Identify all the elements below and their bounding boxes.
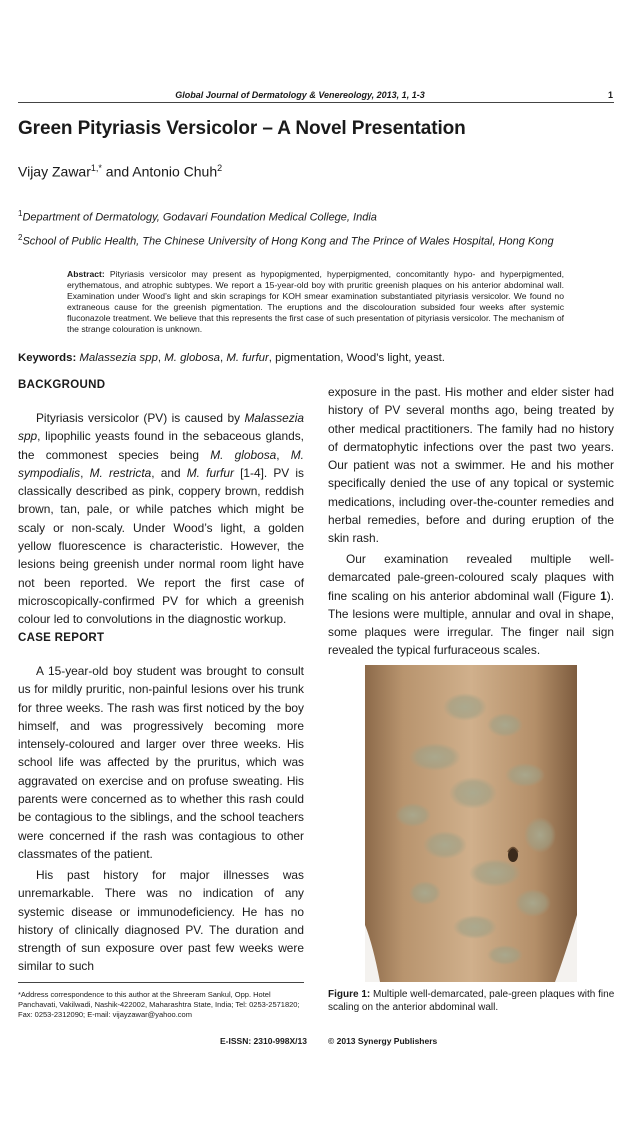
bg-species-1: Malassezia spp [18, 411, 304, 444]
keyword-3: M. furfur [226, 352, 269, 364]
keyword-2: M. globosa [164, 352, 220, 364]
header-rule [18, 102, 614, 103]
figure-1-photo [365, 665, 577, 982]
case-p1-text: A 15-year-old boy student was brought to consult us for mildly pruritic, non-painful lesions over his trunk for three weeks. The rash was first noticed by the boy himself, and was progressively becoming more intensely-coloured and larger over three weeks. His school life was affected by the pruritus, which was aggravated on exercise and on profuse sweating. His parents were concerned as to whether this rash could be contagious to the siblings, and the school teachers were concerned if the rash was contagious to other classmates of the patient. [18, 664, 304, 861]
issn: E-ISSN: 2310-998X/13 [220, 1036, 307, 1046]
figure-ref: 1 [600, 588, 607, 603]
author-2-sup: 2 [217, 163, 223, 173]
bg-species-2: M. globosa [210, 447, 277, 462]
case-report-heading: CASE REPORT [18, 632, 105, 644]
author-1: Vijay Zawar [18, 163, 91, 180]
keywords: Keywords: Malassezia spp, M. globosa, M. furfur, pigmentation, Wood’s light, yeast. [18, 352, 445, 364]
case-paragraph-1 [18, 662, 304, 863]
bg-text-4: , [80, 465, 90, 480]
affiliation-2-sup: 2 [18, 233, 23, 242]
figure-caption-text: Multiple well-demarcated, pale-green plaques with fine scaling on the anterior abdominal wall. [328, 989, 615, 1013]
publisher: © 2013 Synergy Publishers [328, 1036, 438, 1046]
keywords-rest: , pigmentation, Wood’s light, yeast. [268, 352, 445, 364]
background-heading: BACKGROUND [18, 379, 106, 391]
case-paragraph-2 [18, 866, 304, 976]
author-and: and [101, 163, 133, 180]
bg-text-2: , lipophilic yeasts found in the sebaceous glands, the commonest species being [18, 429, 304, 462]
figure-label: Figure 1: [328, 989, 371, 1000]
abstract-label: Abstract: [67, 269, 105, 279]
case-p2-text: His past history for major illnesses was unremarkable. There was no indication of any systemic disease or immunodeficiency. He has no history of clinically diagnosed PV. The duration and strength of sun exposure over past few weeks were similar to such [18, 868, 304, 974]
journal-header: Global Journal of Dermatology & Venereology, 2013, 1, 1-3 [175, 90, 425, 100]
affiliation-1 [18, 206, 598, 226]
bg-text-6: [1-4]. PV is classically described as pink, coppery brown, reddish brown, tan, pale, or while patches which might be scaly or non-scaly. Under Wood’s light, a golden yellow fluorescence is characteristic. However, the lesions being greenish under normal room light have not been reported. We report the first case of microscopically-confirmed PV for which a greenish colour led to convolutions in the diagnostic workup. [18, 465, 304, 627]
footnote-rule [18, 982, 304, 983]
abstract [67, 269, 564, 335]
author-line [18, 163, 222, 180]
affiliation-1-text: Department of Dermatology, Godavari Foundation Medical College, India [22, 211, 377, 224]
page-number: 1 [608, 90, 614, 100]
case-p4-text-a: Our examination revealed multiple well-demarcated pale-green-coloured scaly plaques with fine scaling on his anterior abdominal wall (Figure [328, 552, 614, 603]
bg-species-4: M. restricta [89, 465, 152, 480]
keyword-1: Malassezia spp [79, 352, 158, 364]
bg-species-3: M. sympodialis [18, 447, 304, 480]
figure-caption [328, 988, 616, 1014]
case-p4-text-b: ). The lesions were multiple, annular and oval in shape, some plaques were irregular. The finger nail sign revealed the typical furfuraceous scales. [328, 588, 614, 658]
article-title: Green Pityriasis Versicolor – A Novel Presentation [18, 118, 466, 139]
bg-text-1: Pityriasis versicolor (PV) is caused by [36, 411, 245, 425]
affiliation-2-text: School of Public Health, The Chinese University of Hong Kong and The Prince of Wales Hospital, Hong Kong [22, 235, 554, 248]
affiliation-2 [18, 230, 598, 250]
case-paragraph-3 [328, 383, 614, 548]
case-paragraph-4 [328, 550, 614, 660]
affiliation-1-sup: 1 [18, 209, 23, 218]
author-1-sup: 1,* [90, 163, 102, 173]
case-p3-text: exposure in the past. His mother and elder sister had history of PV several months ago, being treated by other medical practitioners. The family had no history of dermatophytic infections over the past two years. Our patient was not a swimmer. He and his mother specifically denied the use of any topical or systemic medications, including over-the-counter remedies and herbal remedies, before and during eruption of the skin rash. [328, 385, 614, 546]
background-paragraph [18, 409, 304, 629]
bg-species-5: M. furfur [186, 465, 234, 480]
correspondence-footnote: *Address correspondence to this author at the Shreeram Sankul, Opp. Hotel Panchavati, Vakilwadi, Nashik-422002, Maharashtra State, India; Tel: 0253-2571820; Fax: 0253-2312090; E-mail: vijayzawar@yahoo.com [18, 990, 300, 1019]
keywords-label: Keywords: [18, 352, 77, 364]
author-2: Antonio Chuh [132, 163, 218, 180]
bg-text-5: , and [151, 465, 187, 480]
abstract-text: Pityriasis versicolor may present as hypopigmented, hyperpigmented, concomitantly hypo- and hyperpigmented, erythematous, and atrophic subtypes. We report a 15-year-old boy with pruritic greenish plaques on his anterior abdominal wall. Examination under Wood’s light and skin scrapings for KOH smear examination substantiated pityriasis versicolor. We found no extraneous cause for the greenish pigmentation. The eruptions and the discolouration subsided four weeks after systemic fluconazole treatment. We believe that this represents the first case of such presentation of pityriasis versicolor. The mechanism of the strange colouration is unknown. [67, 269, 564, 334]
bg-text-3: , [276, 447, 291, 462]
